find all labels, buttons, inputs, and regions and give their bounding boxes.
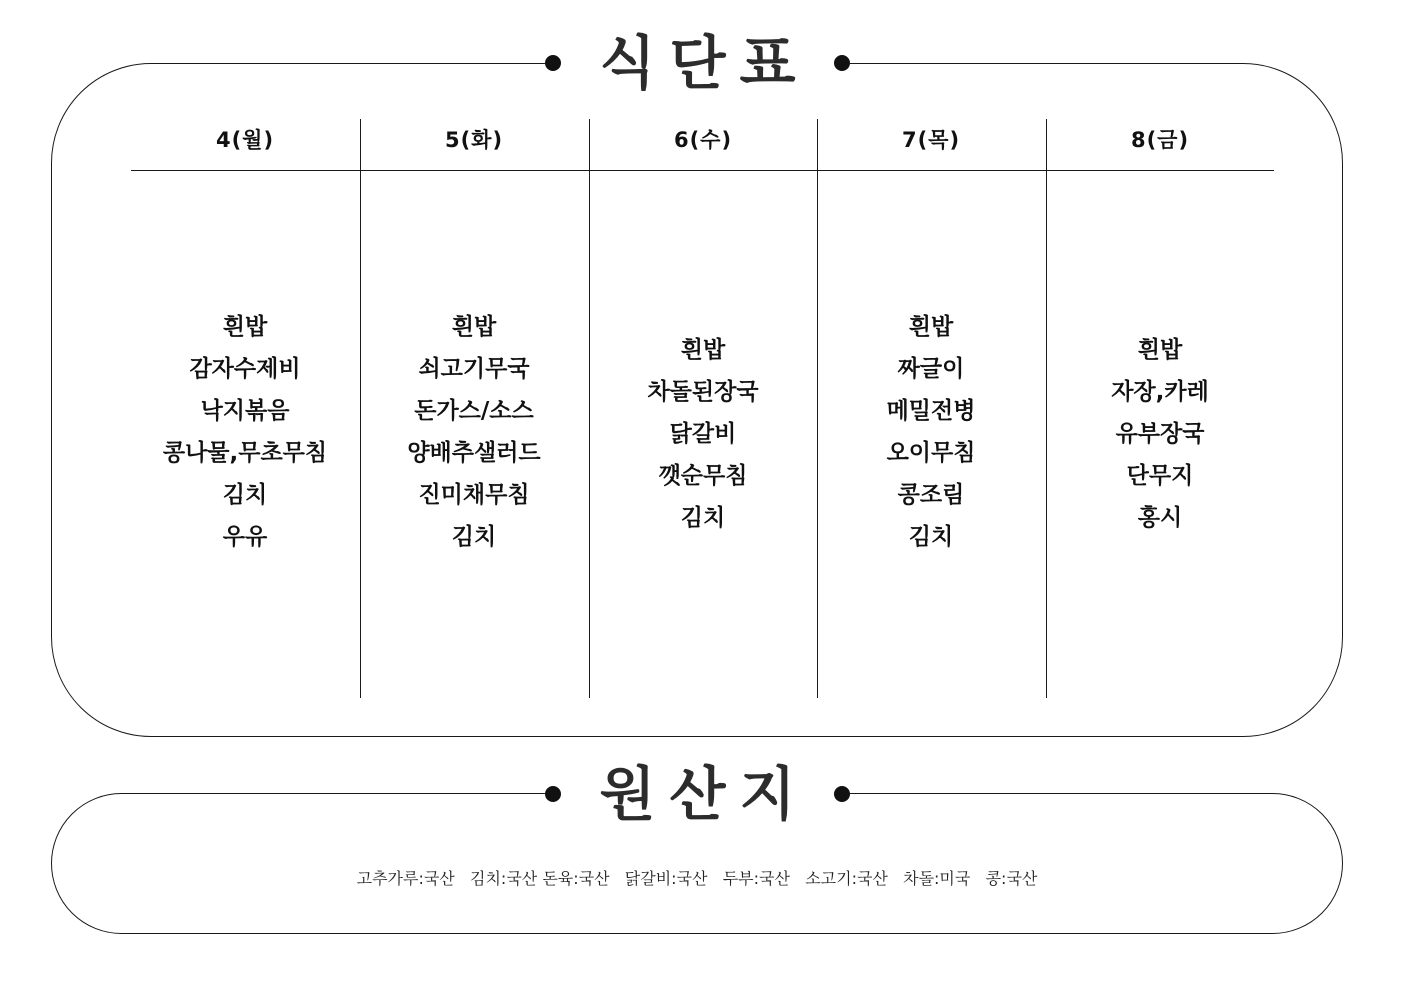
day-header-mon: 4(월): [215, 128, 275, 152]
menu-item: 쇠고기무국: [418, 356, 530, 382]
menu-item: 돈가스/소스: [414, 398, 534, 424]
menu-item: 단무지: [1126, 463, 1194, 489]
menu-item: 양배추샐러드: [407, 440, 541, 466]
day-header-wed: 6(수): [673, 128, 733, 152]
origin-title: 원산지: [599, 760, 810, 828]
menu-item: 콩조림: [897, 482, 965, 508]
menu-item: 흰밥: [1137, 337, 1183, 363]
day-menu-wed: [589, 329, 817, 539]
menu-item: 메밀전병: [886, 398, 976, 424]
menu-item: 차돌된장국: [647, 379, 759, 405]
menu-title-banner: [545, 28, 850, 98]
menu-item: 흰밥: [908, 314, 954, 340]
menu-item: 흰밥: [222, 314, 268, 340]
menu-item: 자장,카레: [1111, 379, 1209, 405]
title-left-dot: [545, 55, 561, 71]
day-header-thu: 7(목): [901, 128, 961, 152]
menu-item: 김치: [451, 524, 497, 550]
menu-item: 깻순무침: [658, 463, 748, 489]
day-menu-fri: [1046, 329, 1274, 539]
menu-item: 우유: [222, 524, 268, 550]
menu-item: 감자수제비: [189, 356, 301, 382]
menu-item: 흰밥: [680, 337, 726, 363]
title-right-dot: [834, 786, 850, 802]
day-menu-thu: [817, 306, 1045, 558]
menu-item: 짜글이: [897, 356, 965, 382]
menu-item: 김치: [680, 505, 726, 531]
day-menu-mon: [131, 306, 359, 558]
menu-item: 닭갈비: [669, 421, 737, 447]
menu-item: 김치: [222, 482, 268, 508]
menu-item: 오이무침: [886, 440, 976, 466]
day-header-tue: 5(화): [444, 128, 504, 152]
origin-list: 고추가루:국산 김치:국산 돈육:국산 닭갈비:국산 두부:국산 소고기:국산 차돌:미국 콩:국산: [356, 869, 1038, 888]
menu-item: 흰밥: [451, 314, 497, 340]
day-menu-tue: [360, 306, 588, 558]
menu-title: 식단표: [599, 29, 810, 97]
title-left-dot: [545, 786, 561, 802]
menu-item: 김치: [908, 524, 954, 550]
menu-item: 진미채무침: [418, 482, 530, 508]
menu-item: 낙지볶음: [200, 398, 290, 424]
menu-item: 홍시: [1137, 505, 1183, 531]
menu-item: 유부장국: [1115, 421, 1205, 447]
origin-title-banner: [545, 759, 850, 829]
header-divider: [131, 170, 1274, 171]
title-right-dot: [834, 55, 850, 71]
menu-item: 콩나물,무초무침: [162, 440, 328, 466]
day-header-fri: 8(금): [1130, 128, 1190, 152]
